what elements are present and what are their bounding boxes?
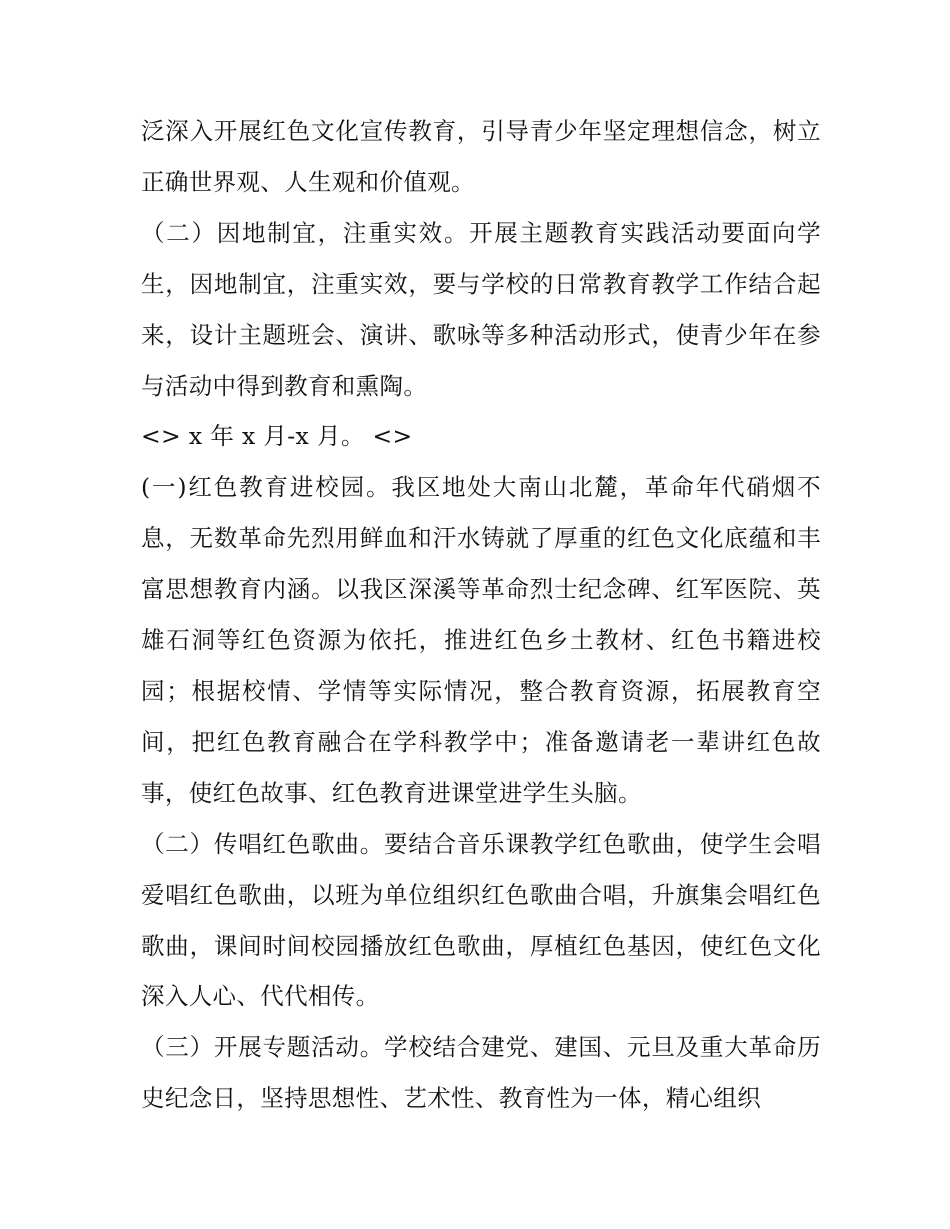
- paragraph-section-2-adapt-locally: （二）因地制宜，注重实效。开展主题教育实践活动要面向学生，因地制宜，注重实效，要与学校的日常教育教学工作结合起来，设计主题班会、演讲、歌咏等多种活动形式，使青少年在参与活动中得到教育和熏陶。: [141, 218, 821, 400]
- paragraph-red-songs: （二）传唱红色歌曲。要结合音乐课教学红色歌曲，使学生会唱爱唱红色歌曲，以班为单位组织红色歌曲合唱，升旗集会唱红色歌曲，课间时间校园播放红色歌曲，厚植红色基因，使红色文化深入人心、代代相传。: [141, 829, 821, 1011]
- paragraph-schedule: <> x 年 x 月-x 月。 <>: [141, 422, 413, 451]
- paragraph-special-activities: （三）开展专题活动。学校结合建党、建国、元旦及重大革命历史纪念日，坚持思想性、艺术性、教育性为一体，精心组织: [141, 1033, 821, 1113]
- paragraph-red-education-campus: (一)红色教育进校园。我区地处大南山北麓，革命年代硝烟不息，无数革命先烈用鲜血和汗水铸就了厚重的红色文化底蕴和丰富思想教育内涵。以我区深溪等革命烈士纪念碑、红军医院、英雄石洞等红色资源为依托，推进红色乡土教材、红色书籍进校园；根据校情、学情等实际情况，整合教育资源，拓展教育空间，把红色教育融合在学科教学中；准备邀请老一辈讲红色故事，使红色故事、红色教育进课堂进学生头脑。: [141, 473, 821, 807]
- paragraph-continuation: 泛深入开展红色文化宣传教育，引导青少年坚定理想信念，树立正确世界观、人生观和价值观。: [141, 117, 821, 196]
- document-body: [141, 106, 821, 1124]
